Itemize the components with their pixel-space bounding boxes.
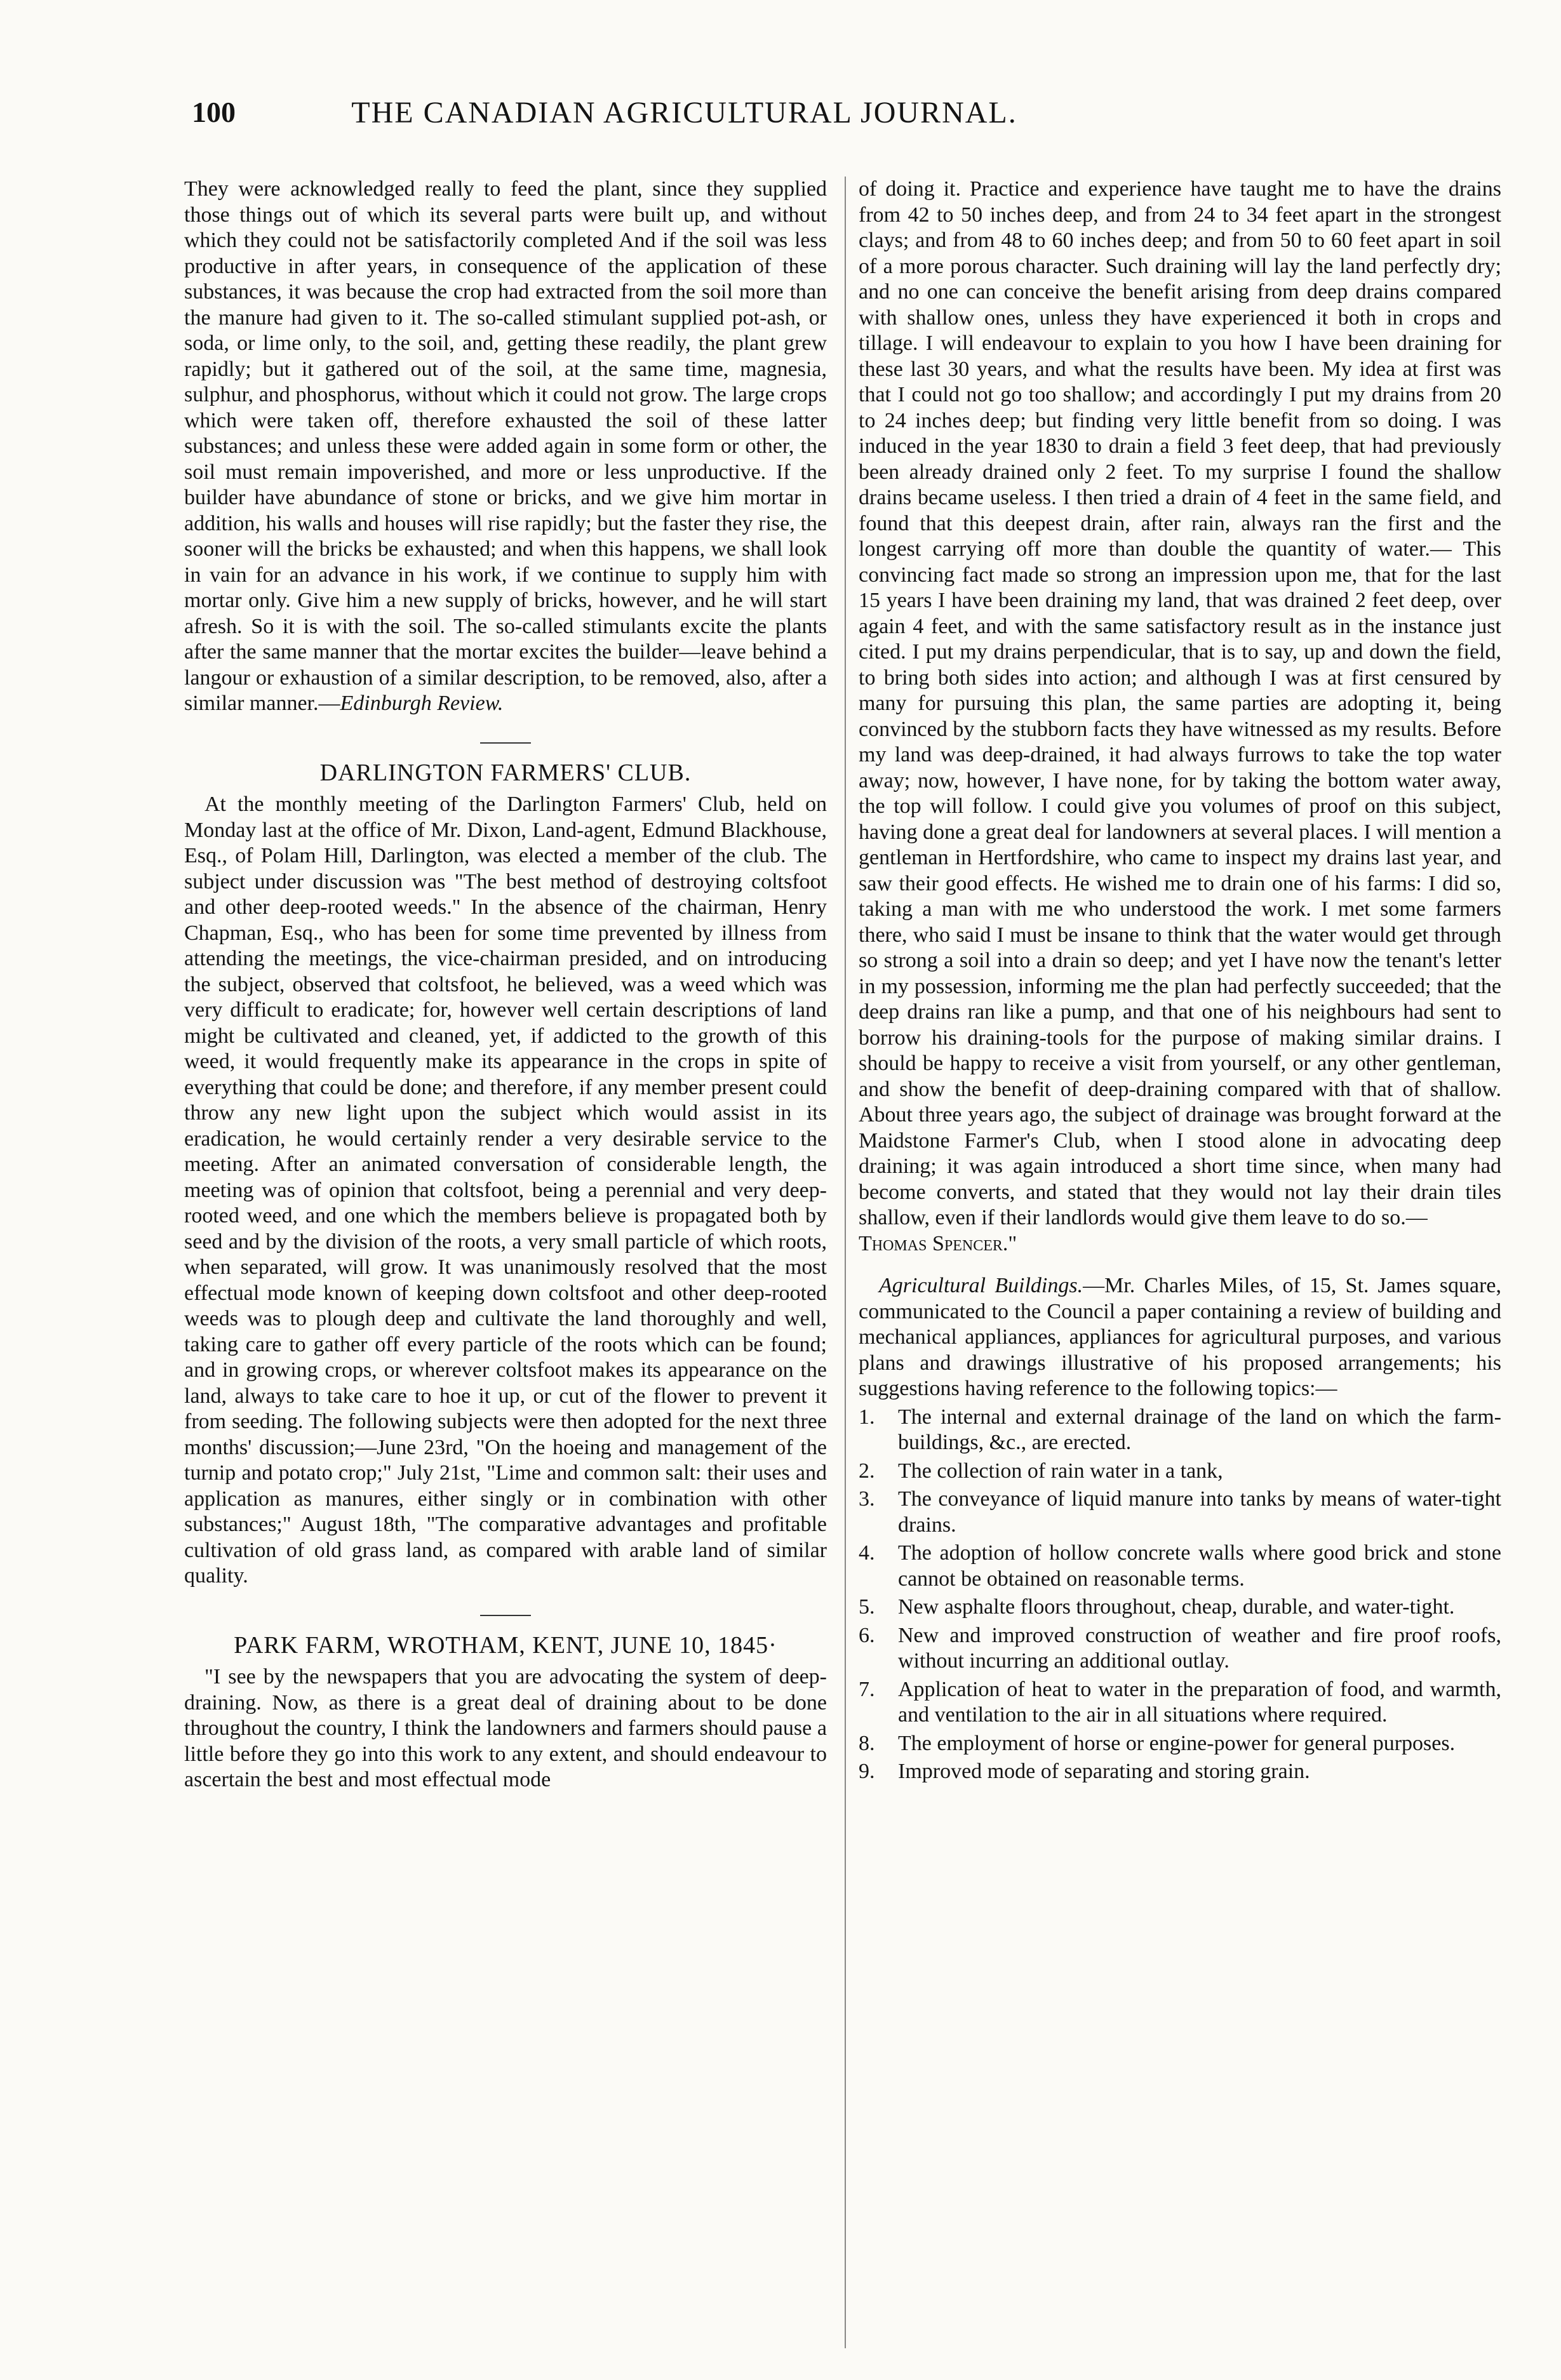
- park-farm-paragraph: "I see by the newspapers that you are advocating the system of deep-draining. Now, as there is a great deal of draining about to be done throughout the country, I think the landowners and farmers should pause a little before they go into this work to any extent, and should endeavour to ascertain the best and most effectual mode: [184, 1665, 827, 1791]
- topic-item: [859, 1405, 1501, 1456]
- darlington-heading: DARLINGTON FARMERS' CLUB.: [319, 759, 692, 786]
- topic-text: The collection of rain water in a tank,: [898, 1459, 1223, 1483]
- topic-number: 1.: [859, 1405, 875, 1429]
- intro-paragraph: [184, 177, 827, 717]
- topic-text: The adoption of hollow concrete walls where good brick and stone cannot be obtained on reasonable terms.: [898, 1541, 1501, 1591]
- topic-number: 7.: [859, 1677, 875, 1701]
- topic-number: 8.: [859, 1731, 875, 1755]
- letter-signature: [859, 1231, 1501, 1257]
- topic-item: [859, 1459, 1501, 1485]
- topic-text: The employment of horse or engine-power for general purposes.: [898, 1731, 1456, 1755]
- page-number: 100: [192, 96, 236, 128]
- topic-item: [859, 1677, 1501, 1728]
- buildings-lead: Agricultural Buildings.: [879, 1274, 1083, 1297]
- left-column: [184, 177, 827, 1793]
- topic-text: The conveyance of liquid manure into tanks by means of water-tight drains.: [898, 1487, 1501, 1537]
- topic-text: New asphalte floors throughout, cheap, durable, and water-tight.: [898, 1595, 1455, 1619]
- topic-text: Improved mode of separating and storing grain.: [898, 1760, 1310, 1783]
- topic-item: [859, 1731, 1501, 1757]
- intro-text: They were acknowledged really to feed the plant, since they supplied those things out of which its several parts were built up, and without which they could not be satisfactorily completed And if the soil was less productive in after years, in consequence of the application of these substances, it was because the crop had extracted from the soil more than the manure had given to it. The so-called stimulant supplied pot-ash, or soda, or lime only, to the soil, and, getting these readily, the plant grew rapidly; but it gathered out of the soil, at the same time, magnesia, sulphur, and phosphorus, without which it could not grow. The large crops which were taken off, therefore exhausted the soil of these latter substances; and unless these were added again in some form or other, the soil must remain impoverished, and more or less unproductive. If the builder have abundance of stone or bricks, and we give him mortar in addition, his walls and houses will rise rapidly; but the faster they rise, the sooner will the bricks be exhausted; and when this happens, we shall look in vain for an advance in his work, if we continue to supply him with mortar only. Give him a new supply of bricks, however, and he will start afresh. So it is with the soil. The so-called stimulants excite the plants after the same manner that the mortar excites the builder—leave behind a langour or exhaustion of a similar description, to be removed, also, after a similar manner.—: [184, 177, 827, 715]
- park-farm-heading: PARK FARM, WROTHAM, KENT, JUNE 10, 1845·: [234, 1631, 777, 1659]
- topics-list: [859, 1405, 1501, 1785]
- topic-text: New and improved construction of weather and fire proof roofs, without incurring an additional outlay.: [898, 1623, 1501, 1673]
- letter-continuation: of doing it. Practice and experience have taught me to have the drains from 42 to 50 inches deep, and from 24 to 34 feet apart in the strongest clays; and from 48 to 60 inches deep; and from 50 to 60 feet apart in soil of a more porous character. Such draining will lay the land perfectly dry; and no one can conceive the benefit arising from deep drains compared with shallow ones, unless they have experienced it both in crops and tillage. I will endeavour to explain to you how I have been draining for these last 30 years, and what the results have been. My idea at first was that I could not go too shallow; and accordingly I put my drains from 20 to 24 inches deep; but finding very little benefit from so doing. I was induced in the year 1830 to drain a field 3 feet deep, that had previously been already drained only 2 feet. To my surprise I found the shallow drains became useless. I then tried a drain of 4 feet in the same field, and found that this deepest drain, after rain, always ran the first and the longest carrying off more than double the quantity of water.— This convincing fact made so strong an impression upon me, that for the last 15 years I have been draining my land, that was drained 2 feet deep, over again 4 feet, and with the same satisfactory result as in the instance just cited. I put my drains perpendicular, that is to say, up and down the field, to bring both sides into action; and although I was at first censured by many for pursuing this plan, the same parties are adopting it, being convinced by the stubborn facts they have witnessed as my results. Before my land was deep-drained, it had always furrows to take the top water away; now, however, I have none, for by taking the bottom water away, the top will follow. I could give you volumes of proof on this subject, having done a great deal for landowners at several places. I will mention a gentleman in Hertfordshire, who came to inspect my drains last year, and saw their good effects. He wished me to drain one of his farms: I did so, taking a man with me who understood the work. I met some farmers there, who said I must be insane to think that the water would get through so strong a soil into a drain so deep; and yet I have now the tenant's letter in my possession, informing me the plan had perfectly succeeded; that the deep drains ran like a pump, and that one of his neighbours had sent to borrow his draining-tools for the purpose of making similar drains. I should be happy to receive a visit from yourself, or any other gentleman, and show the benefit of deep-draining compared with that of shallow. About three years ago, the subject of drainage was brought forward at the Maidstone Farmer's Club, when I stood alone in advocating deep draining; it was again introduced a short time since, when many had become converts, and stated that they would not lay their drain tiles shallow, even if their landlords would give them leave to do so.—: [859, 177, 1501, 1229]
- topic-number: 6.: [859, 1623, 875, 1647]
- topic-text: The internal and external drainage of the land on which the farm-buildings, &c., are erected.: [898, 1405, 1501, 1454]
- intro-source: Edinburgh Review.: [340, 692, 504, 715]
- buildings-paragraph: [859, 1273, 1501, 1402]
- darlington-paragraph: At the monthly meeting of the Darlington Farmers' Club, held on Monday last at the office of Mr. Dixon, Land-agent, Edmund Blackhouse, Esq., of Polam Hill, Darlington, was elected a member of the club. The subject under discussion was "The best method of destroying coltsfoot and other deep-rooted weeds." In the absence of the chairman, Henry Chapman, Esq., who has been for some time prevented by illness from attending the meetings, the vice-chairman presided, and on introducing the subject, observed that coltsfoot, he believed, was a weed which was very difficult to eradicate; for, however well certain descriptions of land might be cultivated and cleaned, yet, if addicted to the growth of this weed, it would frequently make its appearance in the crops in spite of everything that could be done; and therefore, if any member present could throw any new light upon the subject which would assist in its eradication, he would certainly render a very desirable service to the meeting. After an animated conversation of considerable length, the meeting was of opinion that coltsfoot, being a perennial and very deep-rooted weed, and one which the members believe is propagated both by seed and by the division of the roots, a very small particle of which roots, when separated, will grow. It was unanimously resolved that the most effectual mode known of keeping down coltsfoot and other deep-rooted weeds was to plough deep and cultivate the land thoroughly and well, taking care to gather off every particle of the roots which can be found; and in growing crops, or wherever coltsfoot makes its appearance on the land, always to take care to hoe it up, or cut of the flower to prevent it from seeding. The following subjects were then adopted for the next three months' discussion;—June 23rd, "On the hoeing and management of the turnip and potato crop;" July 21st, "Lime and common salt: their uses and application as manures, either singly or in combination with other substances;" August 18th, "The comparative advantages and profitable cultivation of old grass land, as compared with arable land of similar quality.: [184, 792, 827, 1588]
- topic-item: [859, 1541, 1501, 1592]
- topic-number: 5.: [859, 1595, 875, 1619]
- topic-number: 9.: [859, 1760, 875, 1783]
- journal-title: THE CANADIAN AGRICULTURAL JOURNAL.: [351, 96, 1017, 130]
- section-rule: [480, 742, 531, 744]
- column-divider: [845, 177, 846, 2348]
- section-rule: [480, 1615, 531, 1616]
- topic-text: Application of heat to water in the preparation of food, and warmth, and ventilation to the air in all situations where required.: [898, 1677, 1501, 1727]
- signature-text: Thomas Spencer.": [859, 1231, 1017, 1255]
- topic-item: [859, 1594, 1501, 1621]
- buildings-text: —Mr. Charles Miles, of 15, St. James square, communicated to the Council a paper containing a review of building and mechanical appliances, appliances for agricultural purposes, and various plans and drawings illustrative of his proposed arrangements; his suggestions having reference to the following topics:—: [859, 1274, 1501, 1400]
- topic-number: 4.: [859, 1541, 875, 1565]
- topic-item: [859, 1487, 1501, 1538]
- right-column: [859, 177, 1501, 1788]
- topic-item: [859, 1623, 1501, 1675]
- page-header: [184, 95, 1184, 136]
- topic-number: 2.: [859, 1459, 875, 1483]
- topic-item: [859, 1759, 1501, 1785]
- topic-number: 3.: [859, 1487, 875, 1511]
